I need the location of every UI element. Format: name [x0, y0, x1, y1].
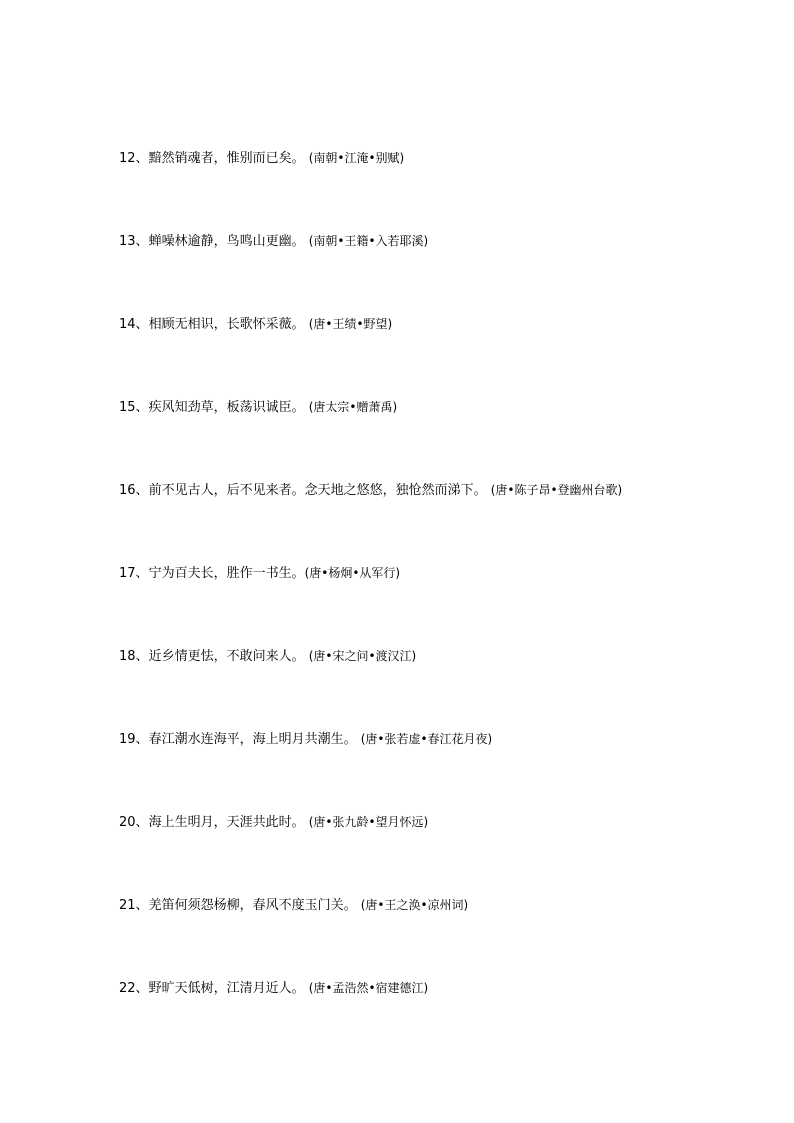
verse-item-13 [119, 233, 759, 316]
verse-separator: 、 [135, 566, 149, 581]
verse-number: 12 [119, 151, 136, 166]
verse-item-15 [119, 399, 759, 482]
verse-source: (唐•陈子昂•登幽州台歌) [490, 483, 623, 497]
verse-source: (唐•张九龄•望月怀远) [308, 815, 429, 829]
verse-source: (唐•孟浩然•宿建德江) [308, 981, 429, 995]
verse-number: 13 [119, 234, 136, 249]
verse-number: 14 [119, 317, 136, 332]
verse-list [119, 150, 759, 1063]
verse-number: 20 [119, 815, 136, 830]
verse-number: 17 [119, 566, 136, 581]
verse-source: (唐•王之涣•凉州词) [360, 898, 469, 912]
verse-text: 疾风知劲草，板荡识诚臣。 [148, 400, 305, 415]
verse-text: 前不见古人，后不见来者。念天地之悠悠，独怆然而涕下。 [148, 483, 487, 498]
verse-source: (唐•宋之问•渡汉江) [308, 649, 417, 663]
verse-text: 相顾无相识，长歌怀采薇。 [148, 317, 305, 332]
verse-source: (南朝•王籍•入若耶溪) [308, 234, 429, 248]
verse-item-19 [119, 731, 759, 814]
verse-item-18 [119, 648, 759, 731]
verse-item-16 [119, 482, 759, 565]
verse-separator: 、 [135, 400, 149, 415]
verse-source: (唐•杨炯•从军行) [304, 566, 401, 580]
verse-separator: 、 [135, 151, 149, 166]
verse-number: 18 [119, 649, 136, 664]
verse-source: (唐•王绩•野望) [308, 317, 393, 331]
verse-item-17 [119, 565, 759, 648]
verse-item-20 [119, 814, 759, 897]
verse-separator: 、 [135, 234, 149, 249]
verse-separator: 、 [135, 317, 149, 332]
verse-number: 22 [119, 981, 136, 996]
verse-item-22 [119, 980, 759, 1063]
verse-text: 黯然销魂者，惟别而已矣。 [148, 151, 305, 166]
verse-text: 春江潮水连海平，海上明月共潮生。 [148, 732, 357, 747]
verse-separator: 、 [135, 981, 149, 996]
verse-number: 21 [119, 898, 136, 913]
verse-text: 蝉噪林逾静，鸟鸣山更幽。 [148, 234, 305, 249]
verse-separator: 、 [135, 898, 149, 913]
verse-text: 近乡情更怯，不敢问来人。 [148, 649, 305, 664]
verse-text: 野旷天低树，江清月近人。 [148, 981, 305, 996]
verse-text: 海上生明月，天涯共此时。 [148, 815, 305, 830]
verse-separator: 、 [135, 732, 149, 747]
verse-number: 16 [119, 483, 136, 498]
verse-source: (南朝•江淹•别赋) [308, 151, 405, 165]
verse-separator: 、 [135, 815, 149, 830]
verse-text: 宁为百夫长，胜作一书生。 [148, 566, 305, 581]
verse-source: (唐太宗•赠萧禹) [308, 400, 398, 414]
verse-item-12 [119, 150, 759, 233]
verse-text: 羌笛何须怨杨柳，春风不度玉门关。 [148, 898, 357, 913]
verse-number: 19 [119, 732, 136, 747]
verse-number: 15 [119, 400, 136, 415]
verse-source: (唐•张若虚•春江花月夜) [360, 732, 493, 746]
verse-separator: 、 [135, 649, 149, 664]
verse-item-21 [119, 897, 759, 980]
verse-item-14 [119, 316, 759, 399]
verse-separator: 、 [135, 483, 149, 498]
